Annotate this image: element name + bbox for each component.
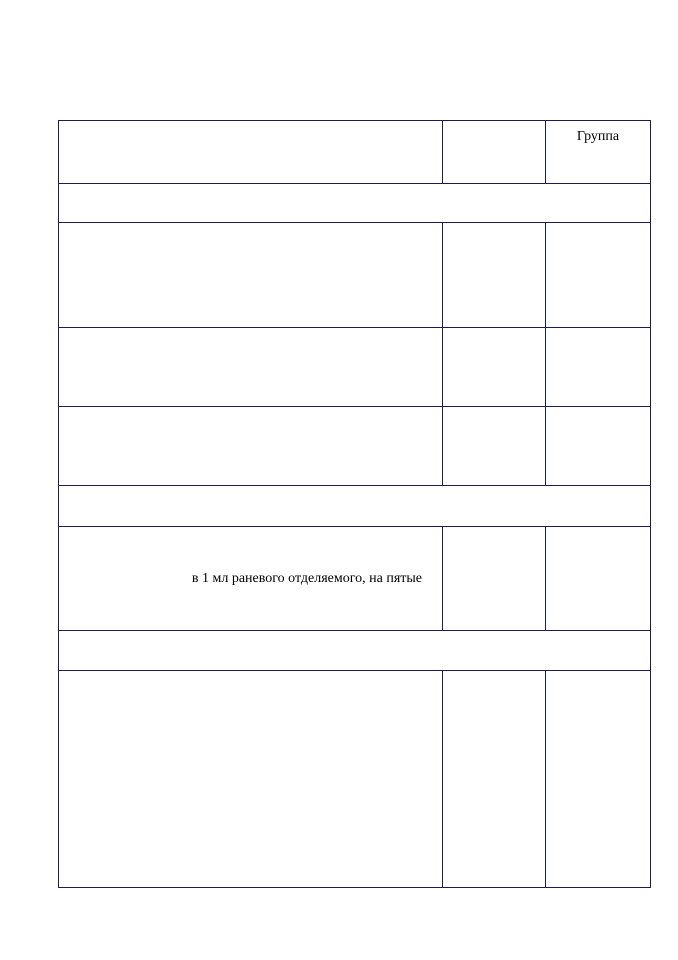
table-row (59, 328, 651, 407)
table-cell (546, 671, 651, 888)
table-cell (443, 328, 546, 407)
table-cell (443, 671, 546, 888)
table-cell (59, 223, 443, 328)
table-section-row (59, 486, 651, 527)
table-cell (59, 671, 443, 888)
table-row (59, 671, 651, 888)
section-cell (59, 184, 651, 223)
table-cell (443, 407, 546, 486)
header-cell-2 (443, 121, 546, 184)
table-cell (59, 407, 443, 486)
table-row (59, 407, 651, 486)
table-cell (546, 223, 651, 328)
table-header-row (59, 121, 651, 184)
section-cell (59, 631, 651, 671)
table-cell (59, 328, 443, 407)
table-row (59, 223, 651, 328)
data-table (58, 120, 651, 888)
table-cell (443, 223, 546, 328)
table-cell (59, 527, 443, 631)
table-row (59, 527, 651, 631)
table-cell (546, 328, 651, 407)
table-cell (443, 527, 546, 631)
header-cell-1 (59, 121, 443, 184)
table-section-row (59, 631, 651, 671)
table-section-row (59, 184, 651, 223)
header-group-label: Группа (576, 129, 620, 144)
section-cell (59, 486, 651, 527)
table-cell (546, 407, 651, 486)
table-cell (546, 527, 651, 631)
header-cell-group (546, 121, 651, 184)
cell-text: в 1 мл раневого отделяемого, на пятые (191, 571, 422, 586)
